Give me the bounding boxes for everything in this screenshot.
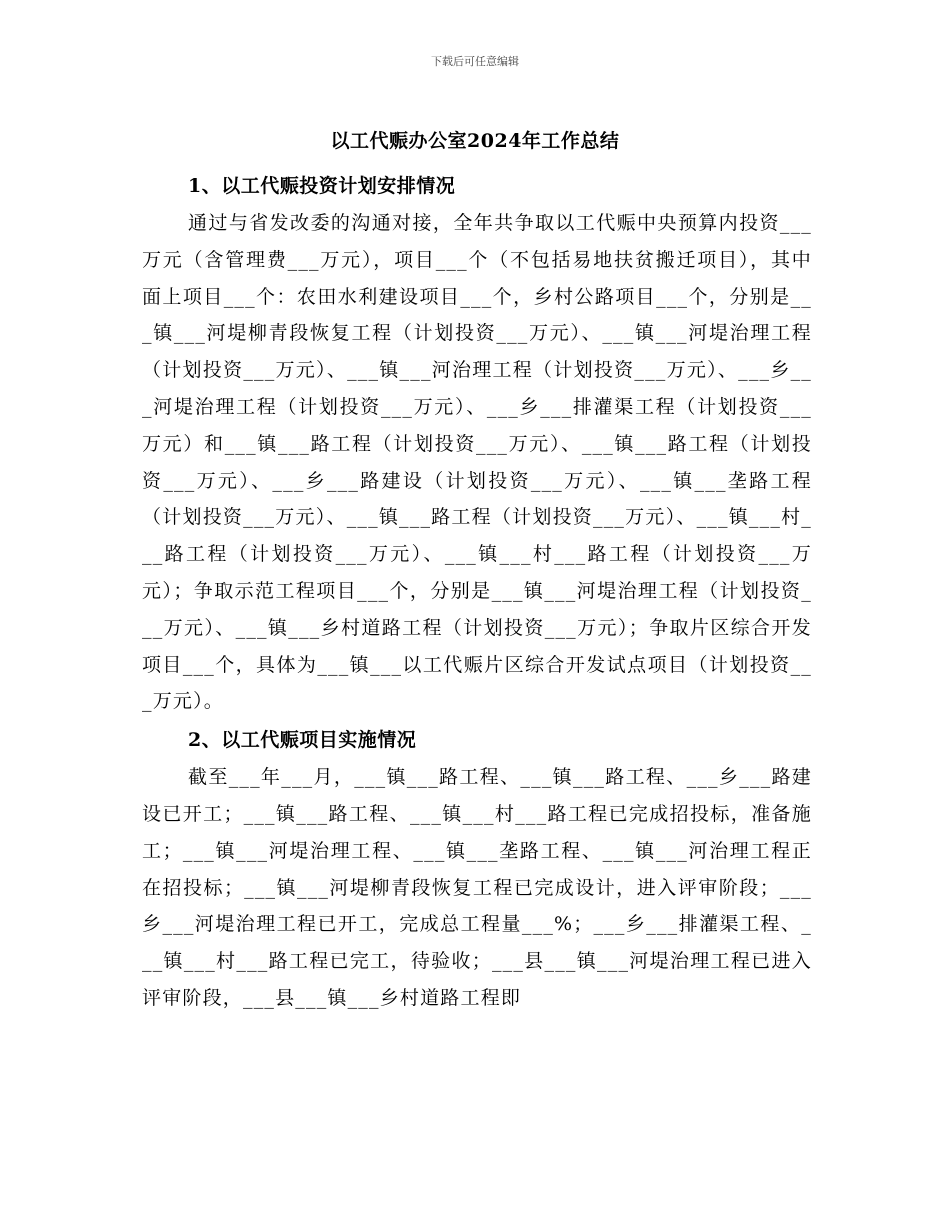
page-header-note: 下载后可任意编辑 bbox=[431, 55, 519, 68]
document-title: 以工代赈办公室2024年工作总结 bbox=[330, 130, 620, 152]
section-paragraph-1: 通过与省发改委的沟通对接，全年共争取以工代赈中央预算内投资___万元（含管理费___万元），项目___个（不包括易地扶贫搬迁项目），其中面上项目___个：农田水利建设项目___个，乡村公路项目___个，分别是___镇___河堤柳青段恢复工程（计划投资___万元）、___镇___河堤治理工程（计划投资___万元）、___镇___河治理工程（计划投资___万元）、___乡___河堤治理工程（计划投资___万元）、___乡___排灌渠工程（计划投资___万元）和___镇___路工程（计划投资___万元）、___镇___路工程（计划投资___万元）、___乡___路建设（计划投资___万元）、___镇___垄路工程（计划投资___万元）、___镇___路工程（计划投资___万元）、___镇___村___路工程（计划投资___万元）、___镇___村___路工程（计划投资___万元）；争取示范工程项目___个，分别是___镇___河堤治理工程（计划投资___万元）、___镇___乡村道路工程（计划投资___万元）；争取片区综合开发项目___个，具体为___镇___以工代赈片区综合开发试点项目（计划投资___万元）。 bbox=[142, 212, 812, 713]
section-heading-2: 2、以工代赈项目实施情况 bbox=[188, 729, 417, 752]
section-paragraph-2: 截至___年___月，___镇___路工程、___镇___路工程、___乡___路建设已开工；___镇___路工程、___镇___村___路工程已完成招投标，准备施工；___镇___河堤治理工程、___镇___垄路工程、___镇___河治理工程正在招投标；___镇___河堤柳青段恢复工程已完成设计，进入评审阶段；___乡___河堤治理工程已开工，完成总工程量___%；___乡___排灌渠工程、___镇___村___路工程已完工，待验收；___县___镇___河堤治理工程已进入评审阶段，___县___镇___乡村道路工程即 bbox=[142, 766, 812, 1009]
section-heading-1: 1、以工代赈投资计划安排情况 bbox=[188, 175, 456, 197]
document-body bbox=[142, 168, 812, 1017]
